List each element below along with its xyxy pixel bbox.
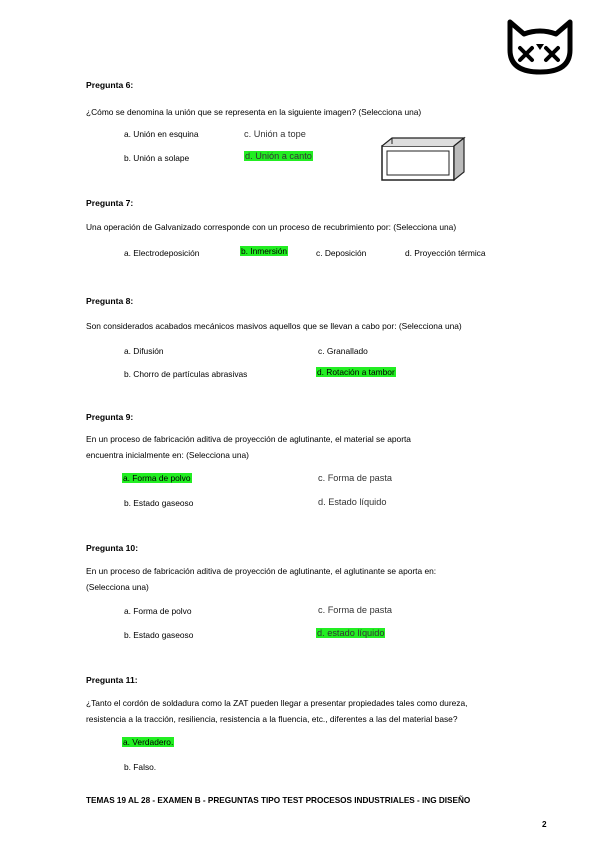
question-6-text: ¿Cómo se denomina la unión que se representa en la siguiente imagen? (Selecciona una) <box>86 107 422 117</box>
page-number: 2 <box>542 820 547 829</box>
question-7-option-c[interactable]: c. Deposición <box>316 248 367 258</box>
question-10-text-line-2: (Selecciona una) <box>86 582 149 592</box>
question-10-text-line-1: En un proceso de fabricación aditiva de proyección de aglutinante, el aglutinante se aporta en: <box>86 566 437 576</box>
question-9-option-d[interactable]: d. Estado líquido <box>318 497 387 507</box>
question-9-text-line-2: encuentra inicialmente en: (Selecciona una) <box>86 450 249 460</box>
page-footer: TEMAS 19 AL 28 - EXAMEN B - PREGUNTAS TIPO TEST PROCESOS INDUSTRIALES - ING DISEÑO <box>86 796 471 805</box>
question-8-option-c[interactable]: c. Granallado <box>318 346 368 356</box>
question-9-option-b[interactable]: b. Estado gaseoso <box>124 498 194 508</box>
cat-logo-icon <box>504 14 576 76</box>
question-10-title: Pregunta 10: <box>86 543 139 553</box>
question-8-option-a[interactable]: a. Difusión <box>124 346 164 356</box>
question-7-option-a[interactable]: a. Electrodeposición <box>124 248 200 258</box>
question-7-option-b-correct[interactable]: b. Inmersión <box>241 246 288 256</box>
question-6-option-b[interactable]: b. Unión a solape <box>124 153 190 163</box>
question-7-option-d[interactable]: d. Proyección térmica <box>405 248 486 258</box>
question-9-title: Pregunta 9: <box>86 412 134 422</box>
question-9-text-line-1: En un proceso de fabricación aditiva de proyección de aglutinante, el material se aporta <box>86 434 411 444</box>
question-9-option-a-correct[interactable]: a. Forma de polvo <box>123 473 191 483</box>
question-7-title: Pregunta 7: <box>86 198 134 208</box>
question-11-text-line-2: resistencia a la tracción, resiliencia, resistencia a la fluencia, etc., diferentes a las del material base? <box>86 714 458 724</box>
question-6-option-d-correct[interactable]: d. Unión a canto <box>245 151 312 161</box>
question-6-option-a[interactable]: a. Unión en esquina <box>124 129 199 139</box>
question-10-option-b[interactable]: b. Estado gaseoso <box>124 630 194 640</box>
question-8-title: Pregunta 8: <box>86 296 134 306</box>
question-6-title: Pregunta 6: <box>86 80 134 90</box>
question-11-text-line-1: ¿Tanto el cordón de soldadura como la ZAT pueden llegar a presentar propiedades tales como dureza, <box>86 698 468 708</box>
question-7-text: Una operación de Galvanizado corresponde con un proceso de recubrimiento por: (Selecciona una) <box>86 222 457 232</box>
question-10-option-d-correct[interactable]: d. estado líquido <box>317 628 385 638</box>
question-6-option-c[interactable]: c. Unión a tope <box>244 129 306 139</box>
question-8-option-d-correct[interactable]: d. Rotación a tambor <box>317 367 395 377</box>
question-10-option-a[interactable]: a. Forma de polvo <box>124 606 192 616</box>
question-8-text: Son considerados acabados mecánicos masivos aquellos que se llevan a cabo por: (Selecciona una) <box>86 321 462 331</box>
question-9-option-c[interactable]: c. Forma de pasta <box>318 473 393 483</box>
question-11-title: Pregunta 11: <box>86 675 138 685</box>
butt-joint-diagram <box>380 136 466 182</box>
question-8-option-b[interactable]: b. Chorro de partículas abrasivas <box>124 369 248 379</box>
question-11-option-b[interactable]: b. Falso. <box>124 762 157 772</box>
question-11-option-a-correct[interactable]: a. Verdadero. <box>123 737 174 747</box>
question-10-option-c[interactable]: c. Forma de pasta <box>318 605 393 615</box>
